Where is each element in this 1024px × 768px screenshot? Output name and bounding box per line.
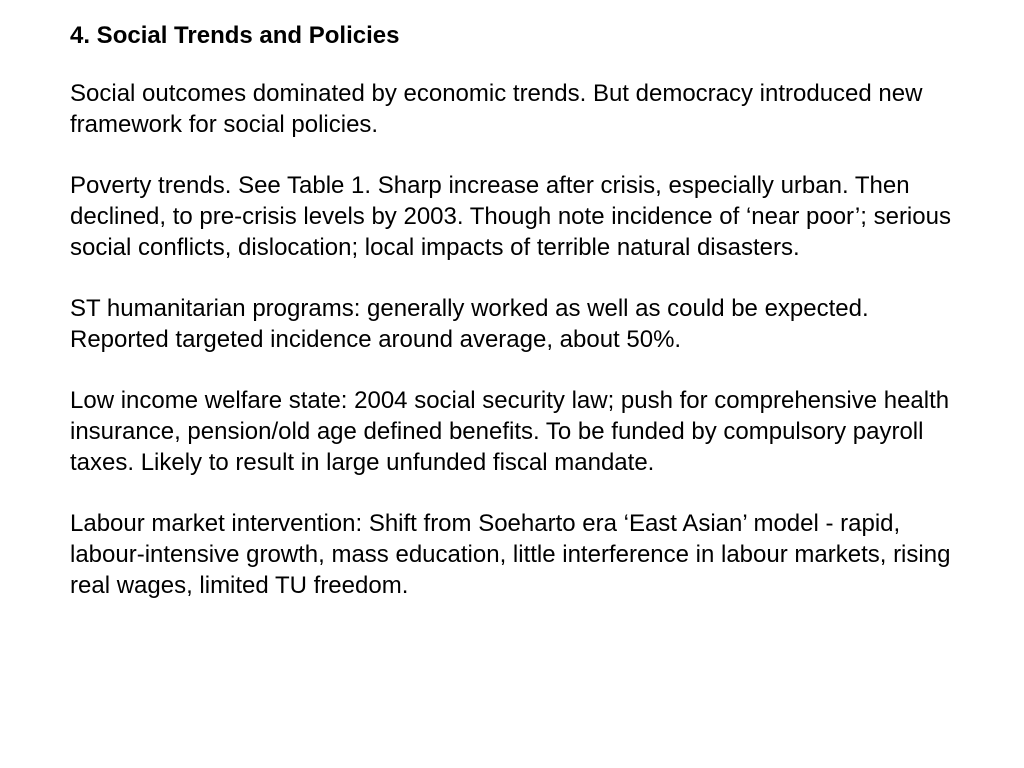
paragraph-poverty-trends: Poverty trends. See Table 1. Sharp increase after crisis, especially urban. Then declined, to pre-crisis levels by 2003. Though note incidence of ‘near poor’; serious social conflicts, dislocation; local impacts of terrible natural disasters. — [70, 172, 951, 261]
slide-content — [70, 20, 970, 631]
paragraph-social-outcomes: Social outcomes dominated by economic trends. But democracy introduced new framework for social policies. — [70, 80, 923, 138]
paragraph-welfare-state: Low income welfare state: 2004 social security law; push for comprehensive health insurance, pension/old age defined benefits. To be funded by compulsory payroll taxes. Likely to result in large unfunded fiscal mandate. — [70, 387, 950, 476]
paragraph-humanitarian-programs: ST humanitarian programs: generally worked as well as could be expected. Reported targeted incidence around average, about 50%. — [70, 295, 869, 353]
paragraph-labour-market: Labour market intervention: Shift from Soeharto era ‘East Asian’ model - rapid, labour-intensive growth, mass education, little interference in labour markets, rising real wages, limited TU freedom. — [70, 510, 951, 599]
slide-title: 4. Social Trends and Policies — [70, 22, 400, 49]
